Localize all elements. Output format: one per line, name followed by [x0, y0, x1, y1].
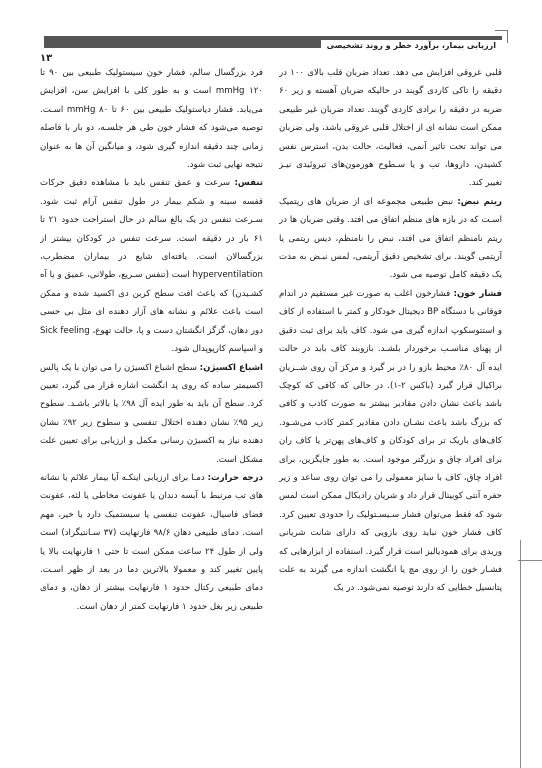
paragraph-text: قلبی عروقی افزایش می دهد. تعداد ضربان قلب بالای ۱۰۰ در دقیقه را تاکی کاردی گویند در حالیکه ضربان آهسته و زیر ۶۰ ضربه در دقیقه را برادی کاردی گویند. تعداد ضربان غیر طبیعی ممکن است نشانه ای از اختلال قلبی عروقی باشد، ولی ضربان می تواند تحت تاثیر آنمی، فعالیت، حالت بدن، استرس نفس کشیدن، داروها، تب و یا سـطوح هورمون‌های تیروئیدی نیـز تغییر کند.	[279, 68, 502, 189]
right-column	[279, 64, 502, 744]
paragraph-heading: درجه حرارت:	[207, 472, 263, 483]
paragraph-heart-rate	[279, 64, 502, 193]
paragraph-heading: اشباع اکسیژن:	[199, 362, 263, 373]
paragraph-text: نبض طبیعی مجموعه ای از ضربان های ریتمیک اسـت که در بازه های منظم اتفاق می افتد. وقتی ضربان ها در ریتم نامنظم اتفاق می افتد، نبض را نامنظم، دیس ریتمی یا آریتمی گویند. برای تشخیص دقیق آریتمی، لمس نبـض به مدت یک دقیقه کامل توصیه می شود.	[279, 196, 502, 281]
paragraph-oxygen-saturation	[40, 359, 263, 469]
two-column-body	[40, 64, 502, 744]
paragraph-blood-pressure	[279, 285, 502, 598]
paragraph-respiration	[40, 174, 263, 358]
page-number: ۱۳	[40, 53, 53, 64]
paragraph-bp-continued	[40, 64, 263, 174]
page-header	[0, 0, 542, 64]
paragraph-heading: تنفس:	[234, 178, 263, 189]
paragraph-heading: فشار خون:	[453, 288, 502, 299]
crop-mark	[495, 30, 508, 43]
paragraph-temperature	[40, 469, 263, 616]
paragraph-text: دمـا برای ارزیابی اینکـه آیا بیمار علائم یا نشانه های تب مرتبط با آبسه دندان یا عفونت مخاطی یا لثه، عفونت فضای فاسیال، عفونت تنفسی یا سیستمیک دارد یا خیر، مهم است. دمای طبیعی دهان ۹۸/۶ فارنهایت (۳۷ سـانتیگراد) است ولی از طول ۲۴ ساعت ممکن است تا حتی ۱ فارنهایت بالا یا پایین تغییر کند و معمولا بالاترین دما در بعد از ظهر اسـت. دمای طبیعی رکتال حدود ۱ فارنهایت بیشتر از دهان، و دمای طبیعی زیر بغل حدود ۱ فارنهایت کمتر از دهان است.	[40, 472, 263, 612]
left-column	[40, 64, 263, 744]
paragraph-heading: ریتم نبض:	[457, 196, 502, 207]
paragraph-text: فشارخون اغلب به صورت غیر مستقیم در اندام فوقانی با دستگاه BP دیجیتال خودکار و کمتر با استفاده از کاف و استتوسکوپ اندازه گیری می شود. کاف باید برای ثبت دقیق از پهنای مناسـب برخوردار بلشـد. بازوبند کاف باید در حالت ایده آل ۸۰٪ محیط بازو را در بر گیرد و مرکز آن روی شــریان براکیال قرار گیرد (باکس ۲-۱). در حالی که کافی که کوچک باشد باعث نشان دادن مقادیر بیشتر به صورت کاذب و کافی که بزرگ باشد باعث نشـان دادن مقادیر کمتر کاذب می‌شـود. کاف‌های باریک تر برای کودکان و کاف‌های پهن‌تر یا کاف ران برای افراد چاق و بزرگتر موجود است. به طور جایگزین، برای افراد چاق، کاف با سایز معمولی را می توان روی ساعد و زیر حفره آنتی کوبیتال قرار داد و شریان رادیکال ممکن است لمس شود که فقط می‌توان فشار سـیسـتولیک را حدودی تعیین کرد. کاف فشار خون نباید روی بازویی که دارای شانت شریانی وریدی برای همودیالیز است قرار گیرد. استفاده از ابزارهایی که فشـار خون را از روی مچ یا انگشت اندازه می گیرند به علت پتانسیل خطایی که دارند توصیه نمی‌شود. در یک	[279, 288, 502, 594]
paragraph-pulse-rhythm	[279, 193, 502, 285]
paragraph-text: سرعت و عمق تنفس باید با مشاهده دقیق حرکات قفسه سینه و شکم بیمار در طول تنفس آرام ثبت شود. سـرعت تنفس در یک بالغ سالم در حال استراحت حدود ۲۱ تا ۶۱ بار در دقیقه است. سرعت تنفس در کودکان بیشتر از بزرگسالان است. یافته‌ای شایع در بیماران مضطرب، hyperventilation است (تنفس سـریع، طولانی، عمیق و یا آه کشـیدن) که باعث افت سطح کربن دی اکسید شده و ممکن است باعث علائم و نشانه های آزار دهنده ای مثل بی حسی دور دهان، گزگز انگشتان دست و پا، حالت تهوع، Sick feeling و اسپاسم کارپوپدال شود.	[40, 178, 263, 355]
crop-mark-horizontal	[518, 560, 542, 561]
paragraph-text: فرد بزرگسال سالم، فشار خون سیستولیک طبیعی بین ۹۰ تا ۱۲۰ mmHg است و به طور کلی با افزایش سن، افزایش می‌یابد. فشار دیاستولیک طبیعی بین ۶۰ تا ۸۰ mmHg اسـت. توصیه می‌شود که فشار خون طی هر جلسـه، دو بار با فاصله زمانی چند دقیقه اندازه گیری شود، و میانگین آن ها به عنوان نتیجه نهایی ثبت شود.	[40, 68, 263, 171]
crop-mark-vertical	[520, 540, 521, 768]
paragraph-text: سطح اشباع اکسیژن را می توان با یک پالس اکسیمتر ساده که روی پد انگشت اشاره قرار می گیرد، تعیین کرد. سطح آن باید به طور ایده آل ۹۸٪ یا بالاتر باشـد. سطوح زیر ۹۵٪ نشان دهنده اختلال تنفسی و سطوح زیر ۹۲٪ نشان دهنده نیاز به اکسیژن رسانی مکمل و ارزیابی برای تعیین علت مشکل است.	[40, 362, 263, 465]
running-title: ارزیابی بیمار، برآورد خطر و روند تشخیصی	[321, 40, 502, 52]
